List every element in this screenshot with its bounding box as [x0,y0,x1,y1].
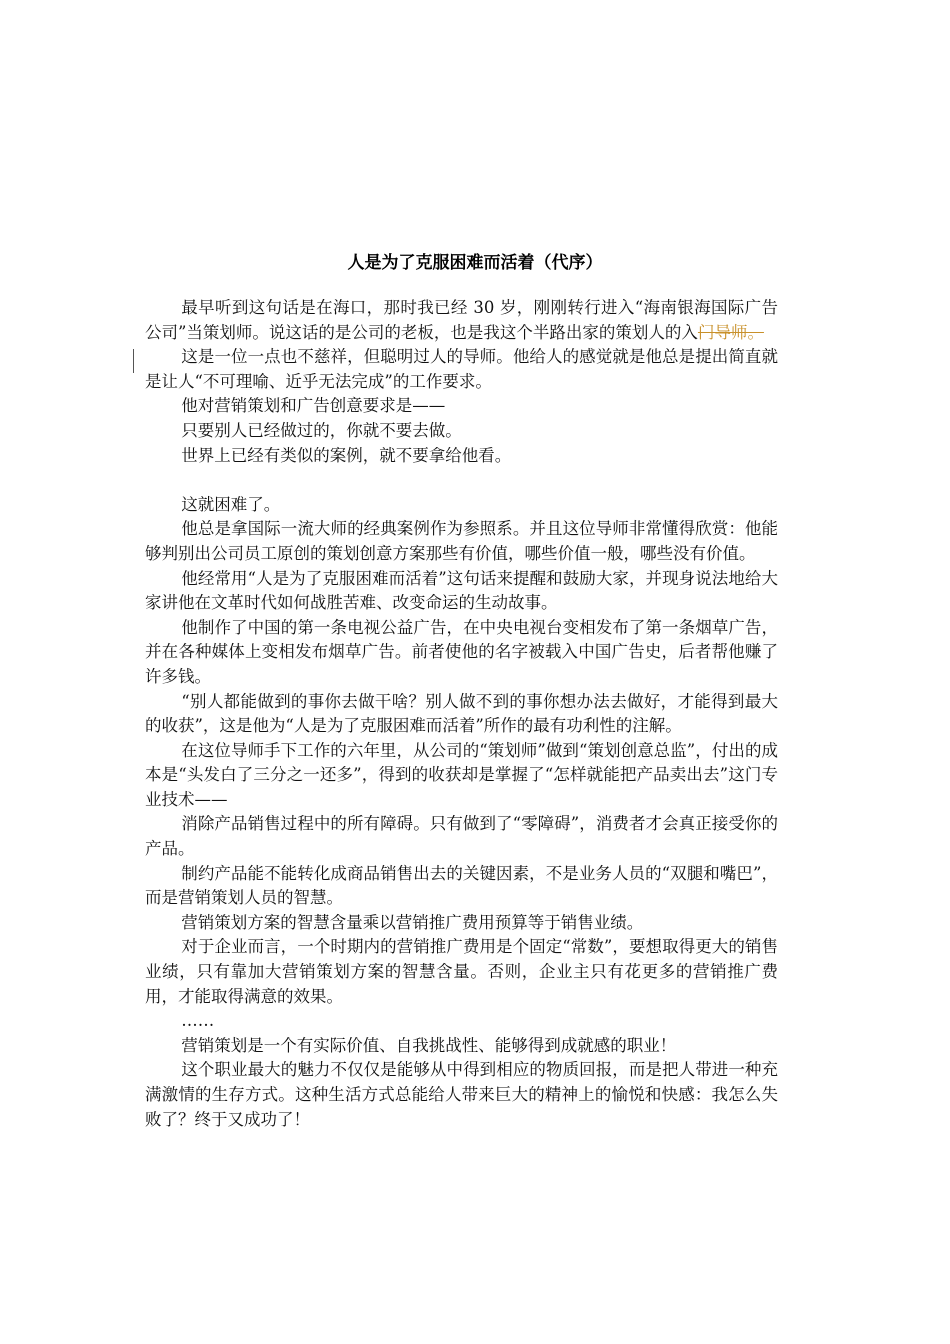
paragraph [145,812,778,861]
paragraph-text: 这就困难了。 [181,494,281,514]
paragraph-text: 他经常用“人是为了克服困难而活着”这句话来提醒和鼓励大家，并现身说法地给大家讲他在文革时代如何战胜苦难、改变命运的生动故事。 [145,568,778,613]
paragraph [145,739,778,813]
paragraph-text: 最早听到这句话是在海口，那时我已经 30 岁，刚刚转行进入“海南银海国际广告公司”当策划师。说这话的是公司的老板，也是我这个半路出家的策划人的入 [145,298,778,342]
paragraph-text: 在这位导师手下工作的六年里，从公司的“策划师”做到“策划创意总监”，付出的成本是“头发白了三分之一还多”，得到的收获却是掌握了“怎样就能把产品卖出去”这门专业技术—— [145,740,778,809]
paragraph [145,468,778,493]
paragraph [145,690,778,739]
paragraph [145,444,778,469]
paragraph-text: …… [181,1011,215,1031]
paragraph-text: 他制作了中国的第一条电视公益广告，在中央电视台变相发布了第一条烟草广告，并在各种媒体上变相发布烟草广告。前者使他的名字被载入中国广告史，后者帮他赚了许多钱。 [145,617,778,686]
paragraph [145,296,778,345]
paragraph [145,1009,778,1034]
document-body [145,296,778,1132]
paragraph [145,517,778,566]
paragraph [145,419,778,444]
paragraph [145,911,778,936]
paragraph-text: 只要别人已经做过的，你就不要去做。 [181,420,462,440]
deleted-revision-text: 门导师。 [697,322,764,342]
revision-change-bar [133,349,134,373]
paragraph [145,616,778,690]
paragraph [145,1058,778,1132]
paragraph [145,1034,778,1059]
paragraph-text: “别人都能做到的事你去做干啥？别人做不到的事你想办法去做好，才能得到最大的收获”，这是他为“人是为了克服困难而活着”所作的最有功利性的注解。 [145,691,778,736]
paragraph [145,567,778,616]
paragraph-text: 制约产品能不能转化成商品销售出去的关键因素，不是业务人员的“双腿和嘴巴”，而是营销策划人员的智慧。 [145,863,778,908]
paragraph-text: 对于企业而言，一个时期内的营销推广费用是个固定“常数”，要想取得更大的销售业绩，只有靠加大营销策划方案的智慧含量。否则，企业主只有花更多的营销推广费用，才能取得满意的效果。 [145,937,778,1006]
paragraph [145,394,778,419]
paragraph-text: 他总是拿国际一流大师的经典案例作为参照系。并且这位导师非常懂得欣赏：他能够判别出公司员工原创的策划创意方案那些有价值，哪些价值一般，哪些没有价值。 [145,519,778,563]
paragraph-text: 营销策划是一个有实际价值、自我挑战性、能够得到成就感的职业！ [181,1035,677,1055]
page-title: 人是为了克服困难而活着（代序） [347,253,603,273]
paragraph [145,935,778,1009]
paragraph [145,345,778,394]
paragraph-text: 消除产品销售过程中的所有障碍。只有做到了“零障碍”，消费者才会真正接受你的产品。 [145,814,778,859]
paragraph-text: 这是一位一点也不慈祥，但聪明过人的导师。他给人的感觉就是他总是提出简直就是让人“不可理喻、近乎无法完成”的工作要求。 [145,347,778,391]
paragraph [145,862,778,911]
paragraph-text: 这个职业最大的魅力不仅仅是能够从中得到相应的物质回报，而是把人带进一种充满激情的生存方式。这种生活方式总能给人带来巨大的精神上的愉悦和快感：我怎么失败了？终于又成功了！ [145,1060,778,1129]
paragraph [145,493,778,518]
paragraph-text: 他对营销策划和广告创意要求是—— [181,396,446,416]
paragraph-text: 世界上已经有类似的案例，就不要拿给他看。 [181,445,512,465]
paragraph-text: 营销策划方案的智慧含量乘以营销推广费用预算等于销售业绩。 [181,912,644,932]
